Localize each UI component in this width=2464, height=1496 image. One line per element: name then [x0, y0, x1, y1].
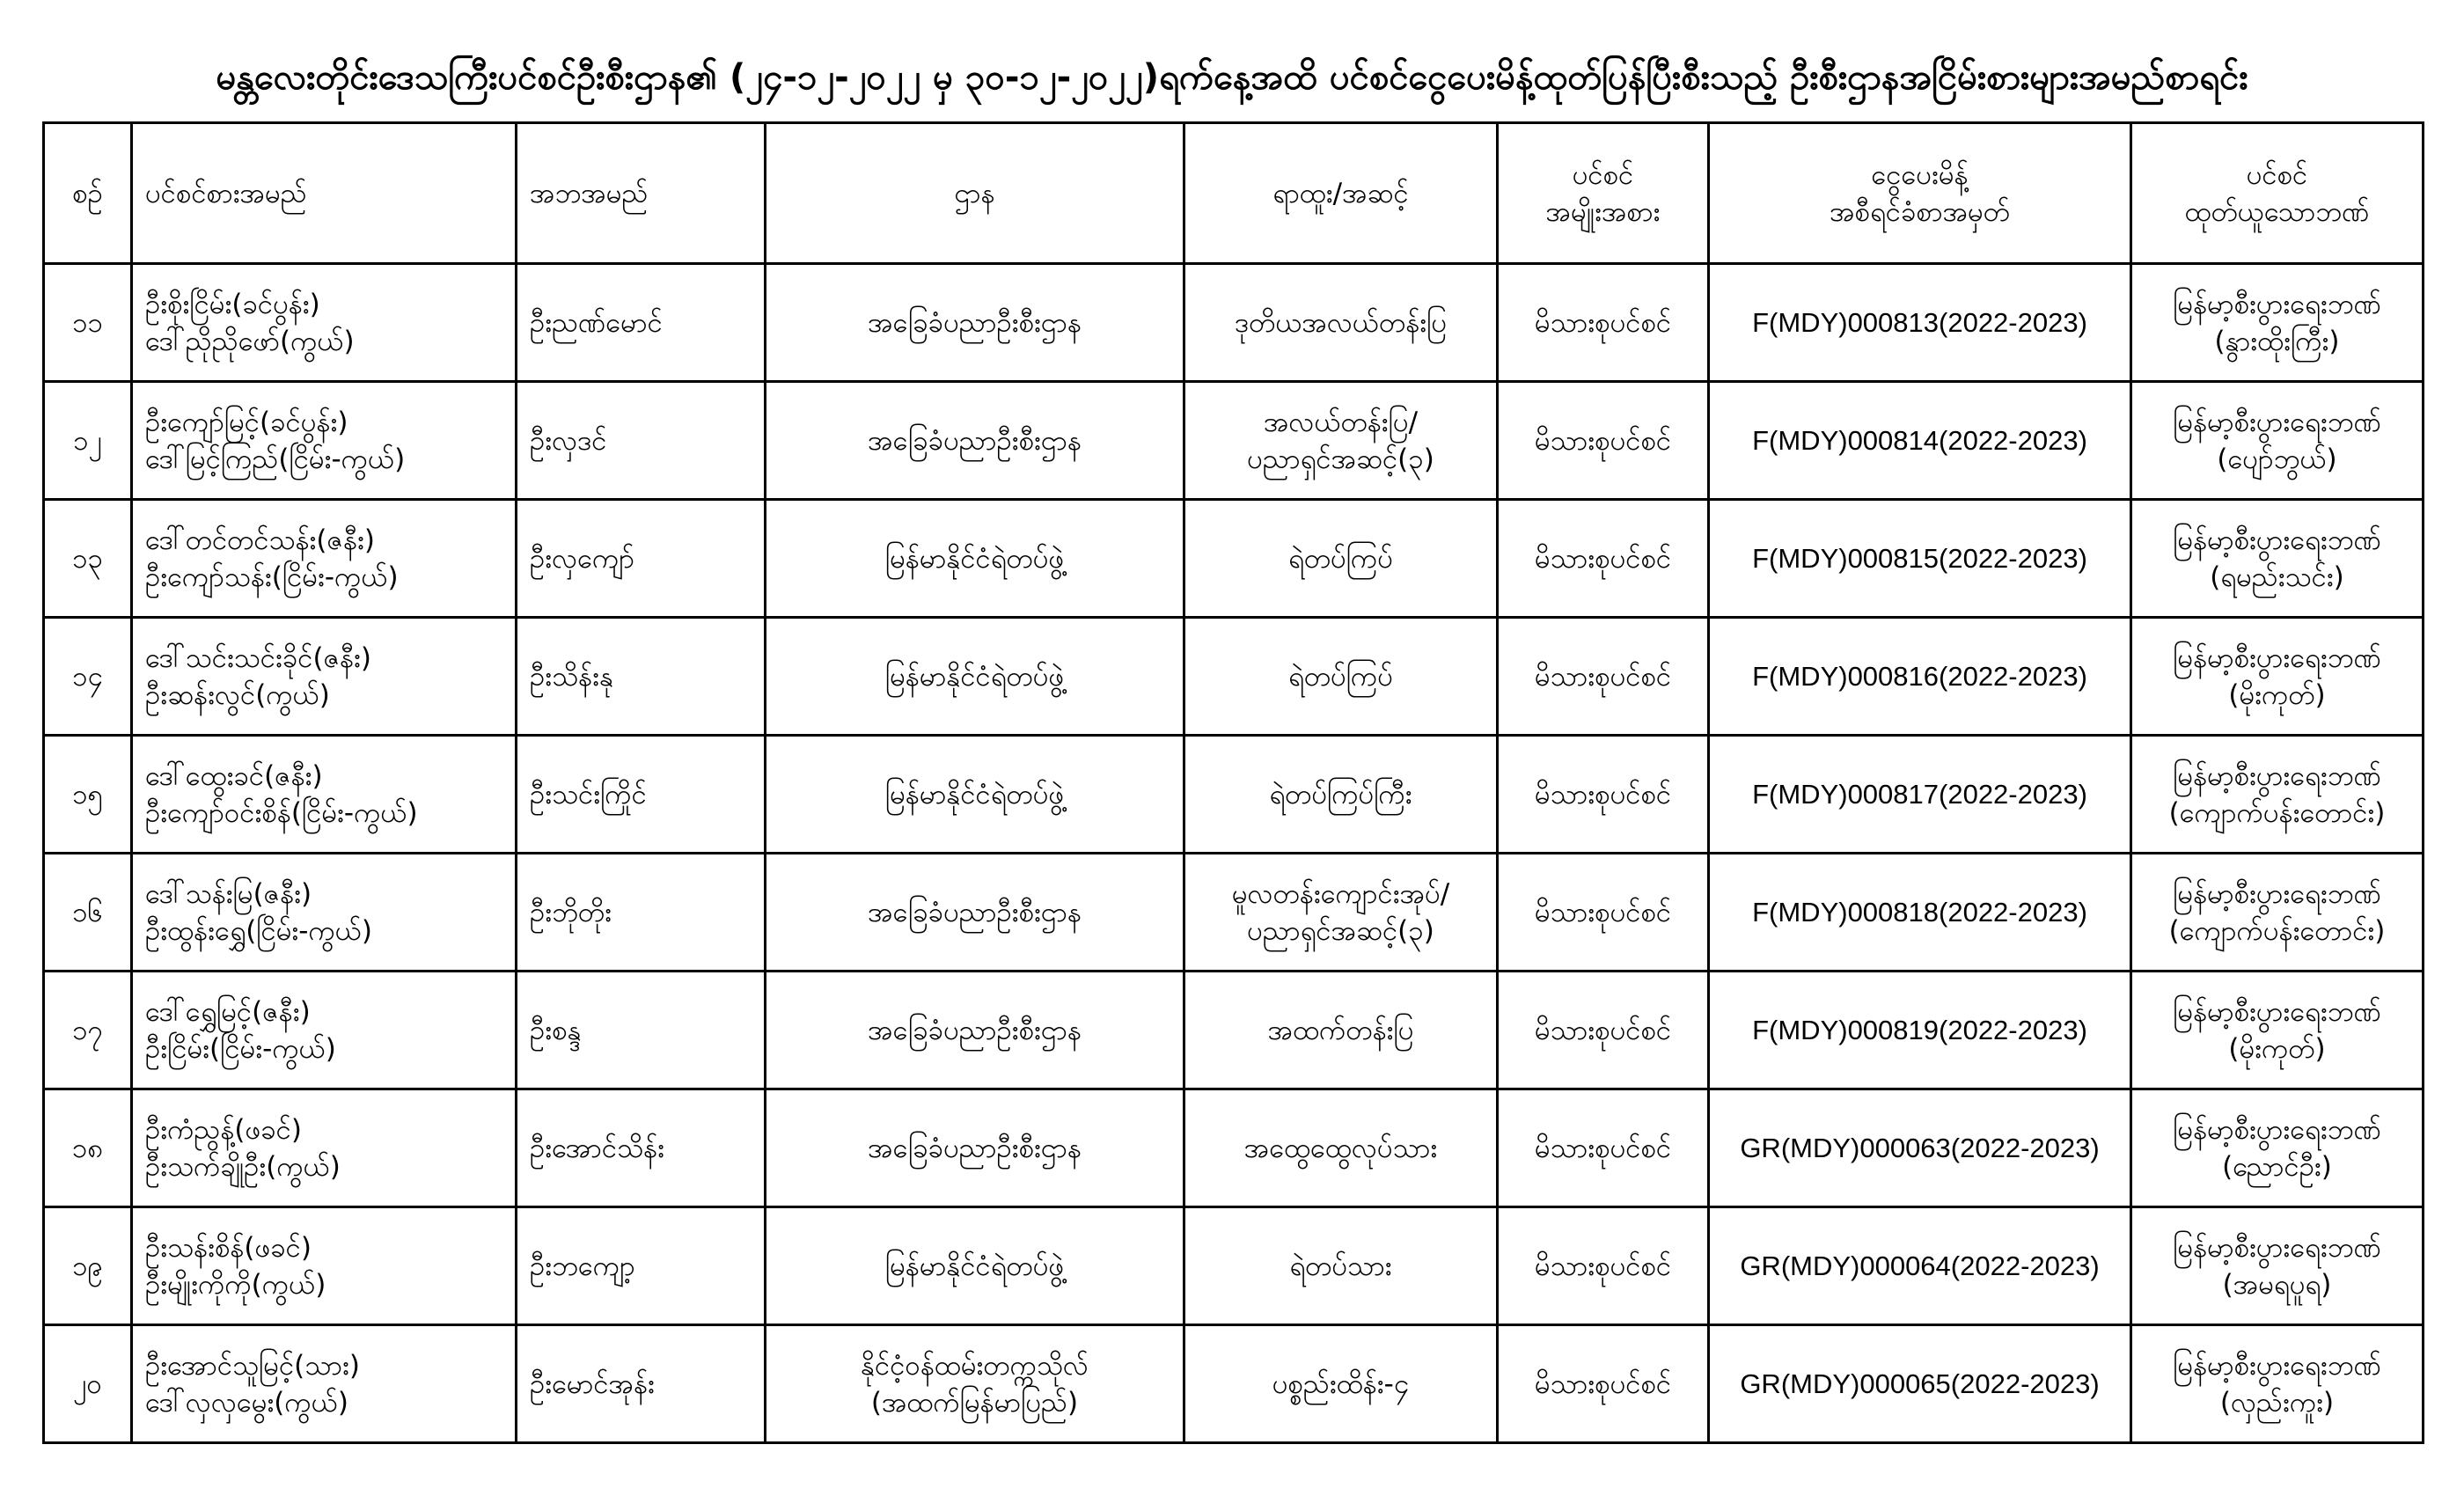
rank-cell: ဒုတိယအလယ်တန်းပြ [1184, 264, 1498, 382]
bank-cell: မြန်မာ့စီးပွားရေးဘဏ် (ရမည်းသင်း) [2131, 500, 2424, 618]
rank-cell: ရဲတပ်ကြပ် [1184, 618, 1498, 736]
header-pensioner-name: ပင်စင်စားအမည် [132, 123, 517, 264]
bank-cell: မြန်မာ့စီးပွားရေးဘဏ် (မိုးကုတ်) [2131, 972, 2424, 1089]
department-cell: အခြေခံပညာဦးစီးဌာန [766, 264, 1184, 382]
row-number: ၁၃ [44, 500, 132, 618]
father-name-cell: ဦးသိန်းနု [517, 618, 766, 736]
pension-type-cell: မိသားစုပင်စင် [1498, 382, 1709, 500]
father-name-cell: ဦးအောင်သိန်း [517, 1089, 766, 1207]
pension-type-cell: မိသားစုပင်စင် [1498, 736, 1709, 854]
row-number: ၁၇ [44, 972, 132, 1089]
bank-cell: မြန်မာ့စီးပွားရေးဘဏ် (အမရပူရ) [2131, 1207, 2424, 1325]
header-rank: ရာထူး/အဆင့် [1184, 123, 1498, 264]
deceased-name: ဦးထွန်းရွှေ(ငြိမ်း-ကွယ်) [145, 914, 372, 947]
table-row [44, 1325, 2424, 1443]
table-row [44, 854, 2424, 972]
father-name-cell: ဦးဘကျော့ [517, 1207, 766, 1325]
deceased-name: ဦးမျိုးကိုကို(ကွယ်) [145, 1268, 326, 1301]
department-cell: အခြေခံပညာဦးစီးဌာန [766, 1089, 1184, 1207]
payment-order-cell: F(MDY)000815(2022-2023) [1709, 500, 2131, 618]
pensioner-name-cell [132, 264, 517, 382]
rank-cell: အလယ်တန်းပြ/ ပညာရှင်အဆင့်(၃) [1184, 382, 1498, 500]
father-name-cell: ဦးလှကျော် [517, 500, 766, 618]
pensioner-name: ဒေါ်ထွေးခင်(ဇနီး) [145, 759, 323, 792]
pensioner-name: ဒေါ်သင်းသင်းခိုင်(ဇနီး) [145, 642, 372, 674]
row-number: ၂၀ [44, 1325, 132, 1443]
bank-cell: မြန်မာ့စီးပွားရေးဘဏ် (လှည်းကူး) [2131, 1325, 2424, 1443]
pensioner-name-cell [132, 1325, 517, 1443]
rank-cell: မူလတန်းကျောင်းအုပ်/ ပညာရှင်အဆင့်(၃) [1184, 854, 1498, 972]
deceased-name: ဦးဆန်းလွင်(ကွယ်) [145, 678, 330, 711]
header-father-name: အဘအမည် [517, 123, 766, 264]
pension-type-cell: မိသားစုပင်စင် [1498, 854, 1709, 972]
table-row [44, 1207, 2424, 1325]
department-cell: အခြေခံပညာဦးစီးဌာန [766, 382, 1184, 500]
deceased-name: ဒေါ်မြင့်ကြည်(ငြိမ်း-ကွယ်) [145, 443, 406, 475]
table-row [44, 618, 2424, 736]
department-cell: မြန်မာနိုင်ငံရဲတပ်ဖွဲ့ [766, 736, 1184, 854]
pensioner-name: ဦးကံညွန့်(ဖခင်) [145, 1113, 302, 1146]
deceased-name: ဒေါ်ညိုညိုဖော်(ကွယ်) [145, 325, 355, 357]
payment-order-cell: F(MDY)000814(2022-2023) [1709, 382, 2131, 500]
header-bank: ပင်စင် ထုတ်ယူသောဘဏ် [2131, 123, 2424, 264]
payment-order-cell: GR(MDY)000063(2022-2023) [1709, 1089, 2131, 1207]
pensioner-name: ဒေါ်တင်တင်သန်း(ဇနီး) [145, 524, 375, 556]
rank-cell: ရဲတပ်ကြပ် [1184, 500, 1498, 618]
department-cell: မြန်မာနိုင်ငံရဲတပ်ဖွဲ့ [766, 1207, 1184, 1325]
pensioner-name: ဦးသန်းစိန်(ဖခင်) [145, 1231, 312, 1264]
pensioner-name-cell [132, 500, 517, 618]
deceased-name: ဦးကျော်သန်း(ငြိမ်း-ကွယ်) [145, 561, 399, 593]
pensioner-name: ဦးကျော်မြင့်(ခင်ပွန်း) [145, 406, 348, 438]
bank-cell: မြန်မာ့စီးပွားရေးဘဏ် (မိုးကုတ်) [2131, 618, 2424, 736]
table-row [44, 382, 2424, 500]
table-row [44, 500, 2424, 618]
pensioner-name: ဦးအောင်သူမြင့်(သား) [145, 1349, 360, 1382]
table-body [44, 264, 2424, 1443]
department-cell: အခြေခံပညာဦးစီးဌာန [766, 854, 1184, 972]
row-number: ၁၆ [44, 854, 132, 972]
table-row [44, 264, 2424, 382]
pensioner-name-cell [132, 972, 517, 1089]
table-row [44, 736, 2424, 854]
deceased-name: ဦးသက်ချိုဦး(ကွယ်) [145, 1150, 341, 1183]
row-number: ၁၁ [44, 264, 132, 382]
rank-cell: အထက်တန်းပြ [1184, 972, 1498, 1089]
rank-cell: ပစ္စည်းထိန်း-၄ [1184, 1325, 1498, 1443]
pensioner-name-cell [132, 382, 517, 500]
payment-order-cell: GR(MDY)000064(2022-2023) [1709, 1207, 2131, 1325]
father-name-cell: ဦးစန္ဒ [517, 972, 766, 1089]
pensioner-name-cell [132, 854, 517, 972]
pensioner-name-cell [132, 1089, 517, 1207]
department-cell: မြန်မာနိုင်ငံရဲတပ်ဖွဲ့ [766, 618, 1184, 736]
pension-table [42, 121, 2424, 1444]
pension-type-cell: မိသားစုပင်စင် [1498, 1207, 1709, 1325]
row-number: ၁၄ [44, 618, 132, 736]
payment-order-cell: F(MDY)000819(2022-2023) [1709, 972, 2131, 1089]
deceased-name: ဦးကျော်ဝင်းစိန်(ငြိမ်း-ကွယ်) [145, 796, 418, 829]
header-payment-order: ငွေပေးမိန့် အစီရင်ခံစာအမှတ် [1709, 123, 2131, 264]
father-name-cell: ဦးလှဒင် [517, 382, 766, 500]
table-header-row [44, 123, 2424, 264]
row-number: ၁၂ [44, 382, 132, 500]
rank-cell: အထွေထွေလုပ်သား [1184, 1089, 1498, 1207]
payment-order-cell: F(MDY)000816(2022-2023) [1709, 618, 2131, 736]
payment-order-cell: F(MDY)000817(2022-2023) [1709, 736, 2131, 854]
bank-cell: မြန်မာ့စီးပွားရေးဘဏ် (ပျော်ဘွယ်) [2131, 382, 2424, 500]
payment-order-cell: GR(MDY)000065(2022-2023) [1709, 1325, 2131, 1443]
father-name-cell: ဦးဘိုတိုး [517, 854, 766, 972]
pensioner-name-cell [132, 736, 517, 854]
department-cell: နိုင်ငံ့ဝန်ထမ်းတက္ကသိုလ် (အထက်မြန်မာပြည်) [766, 1325, 1184, 1443]
deceased-name: ဒေါ်လှလှမွေး(ကွယ်) [145, 1386, 348, 1419]
father-name-cell: ဦးသင်းကြိုင် [517, 736, 766, 854]
rank-cell: ရဲတပ်သား [1184, 1207, 1498, 1325]
document-title: မန္တလေးတိုင်းဒေသကြီးပင်စင်ဦးစီးဌာန၏ (၂၄-၁၂-၂၀၂၂ မှ ၃၀-၁၂-၂၀၂၂)ရက်နေ့အထိ ပင်စင်ငွေပေးမိန့်ထုတ်ပြန်ပြီးစီးသည့် ဦးစီးဌာနအငြိမ်းစားများအမည်စာရင်း [216, 57, 2248, 98]
bank-cell: မြန်မာ့စီးပွားရေးဘဏ် (ညောင်ဦး) [2131, 1089, 2424, 1207]
header-no: စဉ် [44, 123, 132, 264]
pension-type-cell: မိသားစုပင်စင် [1498, 264, 1709, 382]
pensioner-name: ဒေါ်ရွှေမြင့်(ဇနီး) [145, 995, 311, 1028]
row-number: ၁၈ [44, 1089, 132, 1207]
pensioner-name: ဦးစိုးငြိမ်း(ခင်ပွန်း) [145, 288, 320, 320]
pension-type-cell: မိသားစုပင်စင် [1498, 618, 1709, 736]
pensioner-name-cell [132, 618, 517, 736]
deceased-name: ဦးငြိမ်း(ငြိမ်း-ကွယ်) [145, 1032, 336, 1065]
department-cell: အခြေခံပညာဦးစီးဌာန [766, 972, 1184, 1089]
rank-cell: ရဲတပ်ကြပ်ကြီး [1184, 736, 1498, 854]
header-pension-type: ပင်စင် အမျိုးအစား [1498, 123, 1709, 264]
department-cell: မြန်မာနိုင်ငံရဲတပ်ဖွဲ့ [766, 500, 1184, 618]
pension-type-cell: မိသားစုပင်စင် [1498, 1325, 1709, 1443]
row-number: ၁၅ [44, 736, 132, 854]
pensioner-name-cell [132, 1207, 517, 1325]
table-row [44, 1089, 2424, 1207]
father-name-cell: ဦးမောင်အုန်း [517, 1325, 766, 1443]
payment-order-cell: F(MDY)000813(2022-2023) [1709, 264, 2131, 382]
pension-type-cell: မိသားစုပင်စင် [1498, 1089, 1709, 1207]
bank-cell: မြန်မာ့စီးပွားရေးဘဏ် (ကျောက်ပန်းတောင်း) [2131, 736, 2424, 854]
header-department: ဌာန [766, 123, 1184, 264]
bank-cell: မြန်မာ့စီးပွားရေးဘဏ် (ကျောက်ပန်းတောင်း) [2131, 854, 2424, 972]
bank-cell: မြန်မာ့စီးပွားရေးဘဏ် (နွားထိုးကြီး) [2131, 264, 2424, 382]
table-row [44, 972, 2424, 1089]
pensioner-name: ဒေါ်သန်းမြ(ဇနီး) [145, 877, 312, 910]
payment-order-cell: F(MDY)000818(2022-2023) [1709, 854, 2131, 972]
row-number: ၁၉ [44, 1207, 132, 1325]
pension-type-cell: မိသားစုပင်စင် [1498, 500, 1709, 618]
father-name-cell: ဦးညဏ်မောင် [517, 264, 766, 382]
pension-type-cell: မိသားစုပင်စင် [1498, 972, 1709, 1089]
